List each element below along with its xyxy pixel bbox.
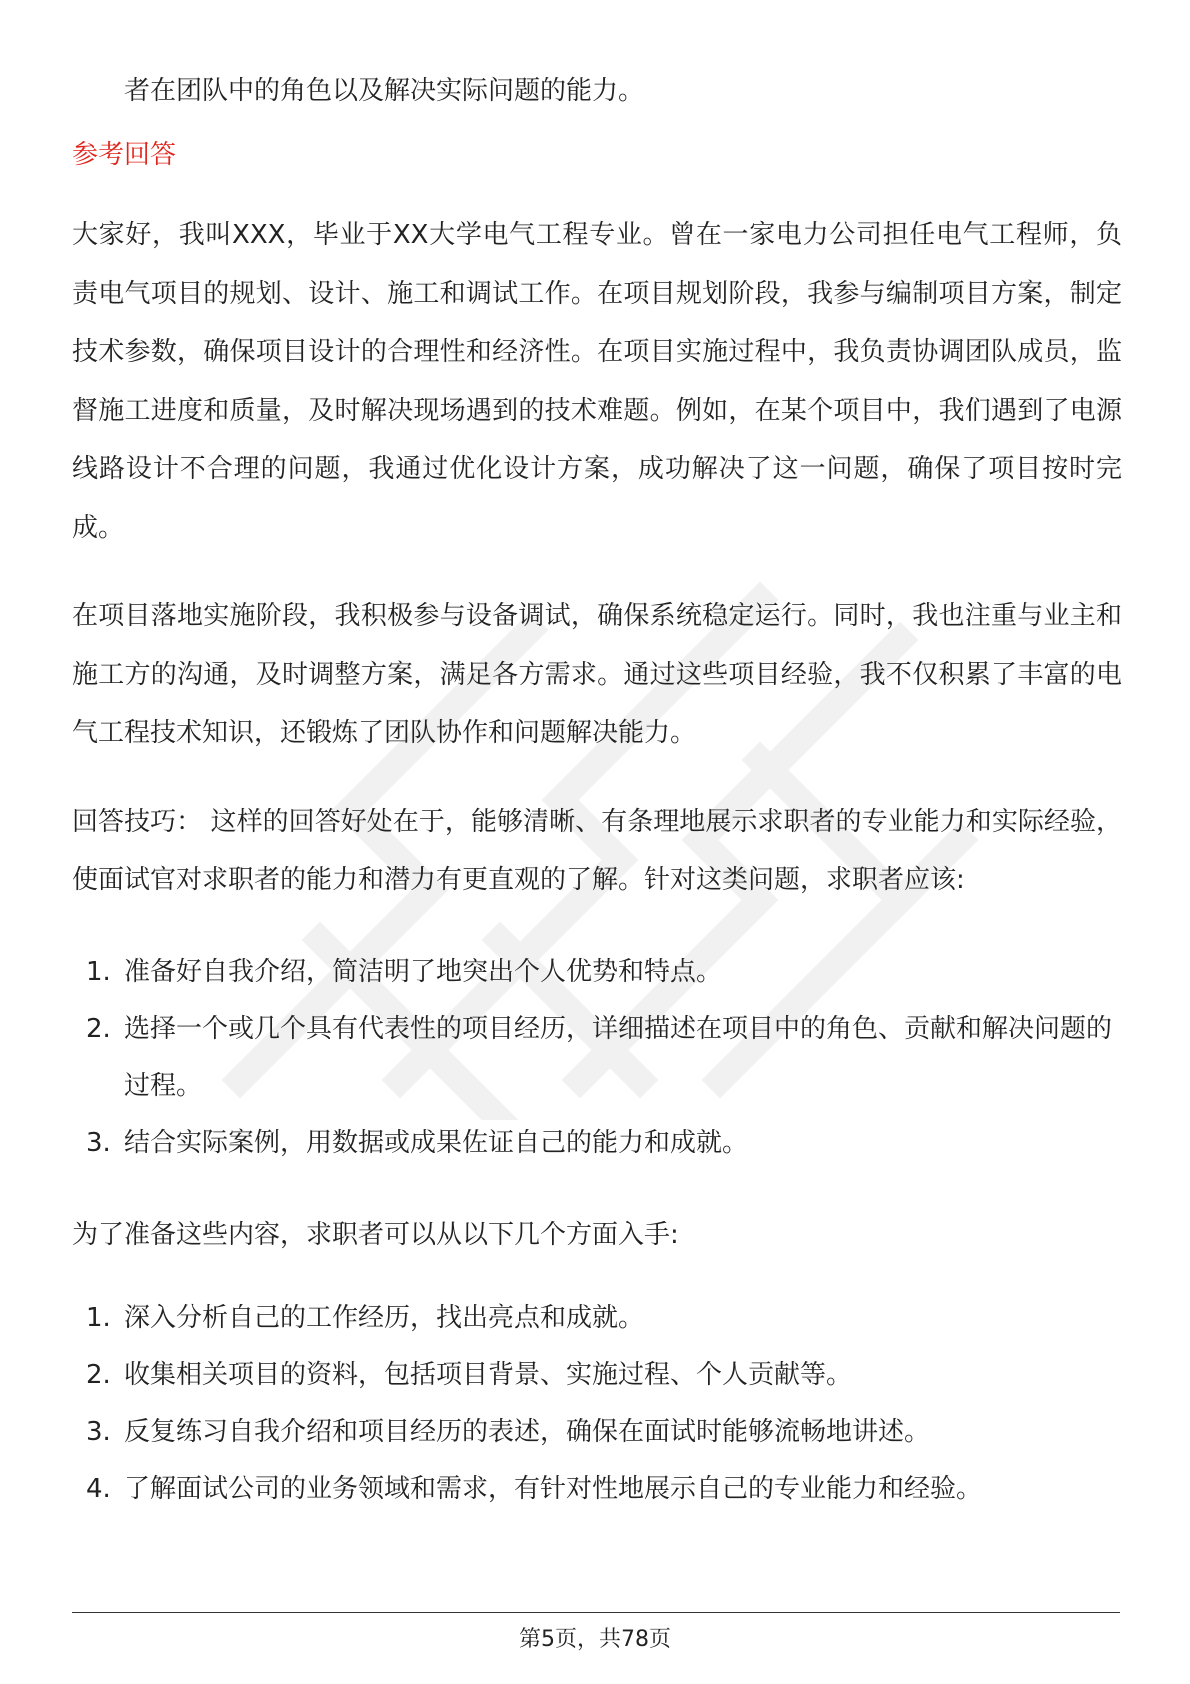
list-item-text: 收集相关项目的资料，包括项目背景、实施过程、个人贡献等。 [124,1359,853,1390]
list-item-number: 3. [86,1416,111,1447]
list-item-number: 2. [86,1013,111,1044]
tips-paragraph: 回答技巧： 这样的回答好处在于，能够清晰、有条理地展示求职者的专业能力和实际经验，使面试官对求职者的能力和潜力有更直观的了解。针对这类问题，求职者应该: [72,806,1122,895]
list-item [72,1115,1122,1172]
list-item-text: 准备好自我介绍，简洁明了地突出个人优势和特点。 [124,956,723,987]
list-item-number: 2. [86,1359,111,1390]
list-item-text: 结合实际案例，用数据或成果佐证自己的能力和成就。 [124,1127,749,1158]
section-heading-reference-answer: 参考回答 [72,140,177,170]
list-item [72,1461,1122,1518]
list-item [72,1001,1122,1115]
list-item-number: 1. [86,1302,111,1333]
list-item [72,1290,1122,1347]
list-item-number: 1. [86,956,111,987]
list-item-number: 4. [86,1473,111,1504]
list-item [72,1347,1122,1404]
continuation-text: 者在团队中的角色以及解决实际问题的能力。 [124,76,645,106]
list-item-number: 3. [86,1127,111,1158]
answer-paragraph-1: 大家好，我叫XXX，毕业于XX大学电气工程专业。曾在一家电力公司担任电气工程师，负责电气项目的规划、设计、施工和调试工作。在项目规划阶段，我参与编制项目方案，制定技术参数，确保项目设计的合理性和经济性。在项目实施过程中，我负责协调团队成员，监督施工进度和质量，及时解决现场遇到的技术难题。例如，在某个项目中，我们遇到了电源线路设计不合理的问题，我通过优化设计方案，成功解决了这一问题，确保了项目按时完成。 [72,220,1122,543]
list-item-text: 了解面试公司的业务领域和需求，有针对性地展示自己的专业能力和经验。 [124,1473,983,1504]
prep-intro-text: 为了准备这些内容，求职者可以从以下几个方面入手: [72,1219,679,1250]
list-item-text: 选择一个或几个具有代表性的项目经历，详细描述在项目中的角色、贡献和解决问题的过程。 [124,1013,1113,1101]
tips-list [72,944,1122,1172]
document-body [72,62,1122,1552]
list-item-text: 深入分析自己的工作经历，找出亮点和成就。 [124,1302,645,1333]
prep-list [72,1290,1122,1518]
page-number-footer: 第5页，共78页 [519,1627,671,1652]
list-item-text: 反复练习自我介绍和项目经历的表述，确保在面试时能够流畅地讲述。 [124,1416,931,1447]
answer-paragraph-2: 在项目落地实施阶段，我积极参与设备调试，确保系统稳定运行。同时，我也注重与业主和施工方的沟通，及时调整方案，满足各方需求。通过这些项目经验，我不仅积累了丰富的电气工程技术知识，还锻炼了团队协作和问题解决能力。 [72,601,1122,748]
footer-divider [72,1612,1120,1613]
list-item [72,944,1122,1001]
list-item [72,1404,1122,1461]
